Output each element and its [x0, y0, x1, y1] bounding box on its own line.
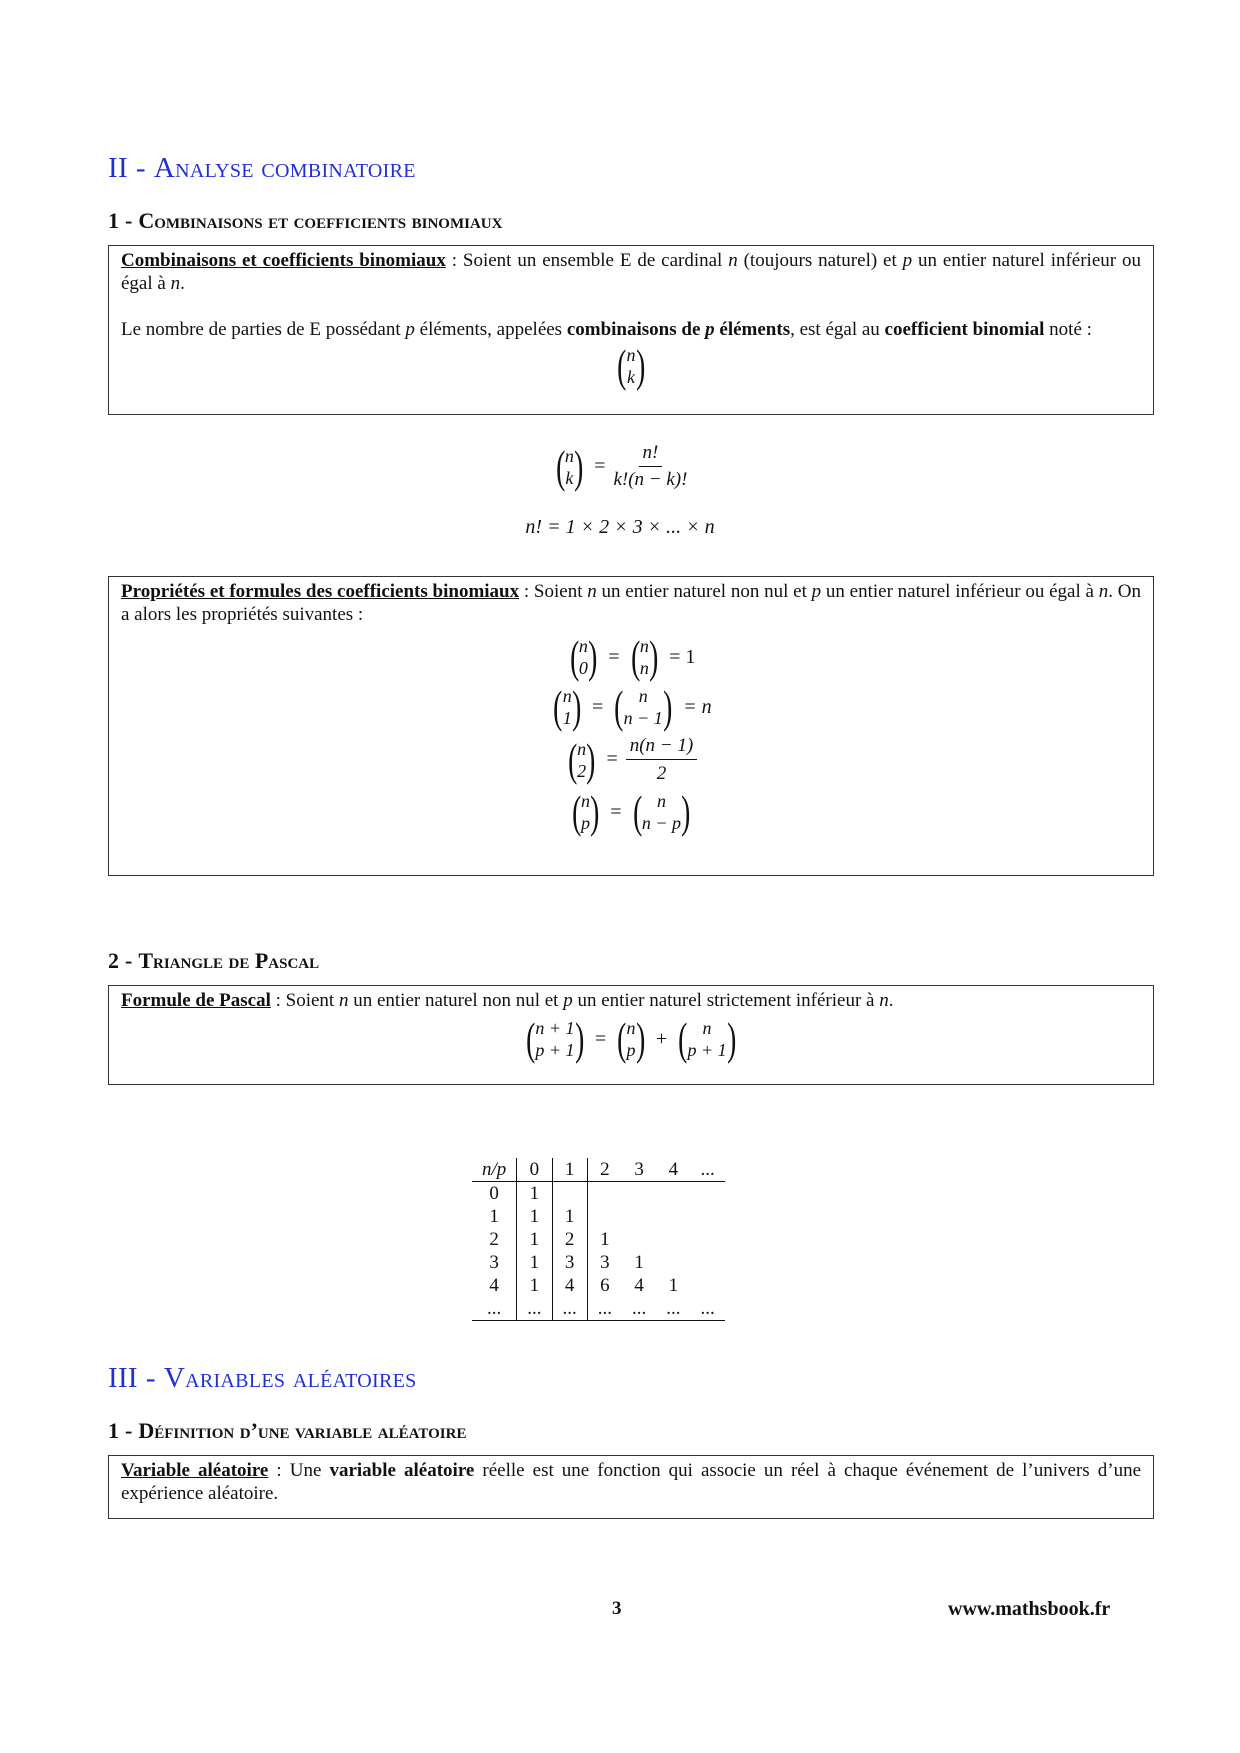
binomial — [630, 786, 694, 837]
text: éléments, appelées — [414, 319, 567, 340]
paren-right: ) — [635, 1013, 645, 1064]
subsection-title: Triangle de Pascal — [138, 948, 320, 973]
property-row-4 — [121, 786, 1141, 837]
table-cell — [587, 1205, 622, 1228]
table-cell: 1 — [600, 1228, 610, 1250]
definition-box-combinaisons — [108, 245, 1154, 415]
math-row — [550, 681, 712, 732]
table-cell: 2 — [552, 1228, 587, 1251]
section-heading-ii — [108, 152, 416, 185]
binomial-stack — [640, 635, 649, 679]
section-separator: - — [145, 1362, 156, 1394]
paren-right: ) — [571, 681, 581, 732]
paren-left: ( — [617, 340, 627, 391]
bold-text: combinaisons de — [566, 319, 706, 340]
binomial — [550, 681, 584, 732]
equals-sign: = — [606, 748, 618, 770]
table-cell: 4 — [634, 1274, 644, 1296]
math-var: n — [728, 250, 738, 271]
header-cell: n/p — [472, 1158, 517, 1182]
table-cell — [691, 1182, 725, 1206]
table-cell — [691, 1205, 725, 1228]
pascal-triangle-table-wrapper — [472, 1158, 725, 1321]
binomial-top: n — [578, 636, 588, 656]
table-cell — [552, 1182, 587, 1206]
table-cell: 1 — [517, 1274, 552, 1297]
table-cell — [587, 1182, 622, 1206]
result: = n — [683, 695, 712, 718]
text: : Soient — [519, 581, 588, 602]
definition-paragraph-2 — [121, 318, 1141, 341]
table-cell: 1 — [552, 1205, 587, 1228]
fraction-numerator: n(n − 1) — [626, 734, 697, 760]
math-var: p — [811, 581, 822, 602]
paren-left: ( — [569, 631, 579, 682]
binomial-stack — [579, 635, 588, 679]
formula-binomial-factorial — [0, 442, 1240, 491]
subsection-heading-combinaisons — [108, 208, 502, 234]
text: un entier naturel inférieur ou égal à — [821, 581, 1099, 602]
section-title: Analyse combinatoire — [153, 152, 416, 184]
paren-right: ) — [648, 631, 659, 682]
binomial — [553, 440, 587, 492]
table-cell: ... — [472, 1297, 517, 1321]
equals-sign: = — [608, 645, 620, 668]
binomial-stack — [581, 790, 590, 834]
table-cell: 3 — [472, 1251, 517, 1274]
table-cell — [656, 1182, 690, 1206]
binomial-stack — [535, 1017, 574, 1061]
subsection-separator: - — [125, 208, 133, 233]
table-cell: ... — [691, 1297, 725, 1321]
subsection-separator: - — [125, 948, 133, 973]
math-row — [565, 734, 697, 785]
properties-paragraph — [121, 580, 1141, 626]
definition-box-variable — [108, 1455, 1154, 1519]
table-cell — [656, 1228, 690, 1251]
binomial — [567, 631, 601, 682]
text: : Soient — [270, 990, 339, 1011]
bold-text: coefficient binomial — [884, 319, 1045, 340]
text: un entier naturel non nul et — [348, 990, 564, 1011]
pascal-triangle-table — [472, 1158, 725, 1321]
property-row-3 — [121, 734, 1141, 785]
fraction-denominator: 2 — [656, 763, 667, 784]
binomial-stack — [687, 1017, 726, 1061]
table-row — [472, 1228, 725, 1251]
table-row — [472, 1205, 725, 1228]
pascal-formula-box — [108, 985, 1154, 1085]
table-cell: 1 — [517, 1228, 552, 1251]
binomial-top: n — [580, 791, 590, 811]
binomial-stack — [627, 344, 636, 388]
binomial-top: n — [626, 1018, 636, 1038]
math-var: n — [170, 273, 181, 294]
paren-right: ) — [574, 1013, 584, 1064]
binomial-top: n — [639, 636, 649, 656]
binomial — [614, 1013, 648, 1064]
paren-right: ) — [573, 440, 584, 492]
equals-sign: = — [594, 455, 606, 477]
header-cell: 0 — [517, 1158, 552, 1182]
subsection-number: 1 — [108, 208, 119, 233]
binomial-notation — [121, 340, 1141, 391]
binomial-stack — [624, 685, 663, 729]
table-cell: ... — [622, 1297, 656, 1321]
fraction — [626, 734, 697, 785]
math-var: n — [587, 581, 597, 602]
binomial-top: n — [626, 345, 636, 365]
section-separator: - — [135, 152, 146, 184]
table-cell — [622, 1205, 656, 1228]
table-cell: 1 — [668, 1274, 679, 1296]
section-heading-iii — [108, 1362, 417, 1395]
table-cell: 4 — [552, 1274, 587, 1297]
table-header-row — [472, 1158, 725, 1182]
binomial-bottom: n − p — [641, 813, 682, 833]
table-cell — [691, 1274, 725, 1297]
binomial-bottom: n — [639, 658, 649, 678]
header-cell: 3 — [622, 1158, 656, 1182]
table-cell: 4 — [472, 1274, 517, 1297]
text: (toujours naturel) et — [737, 250, 903, 271]
table-row — [472, 1274, 725, 1297]
binomial-stack — [577, 738, 586, 782]
binomial-bottom: p — [580, 813, 590, 833]
binomial-stack — [565, 445, 574, 489]
bold-text: variable aléatoire — [329, 1460, 475, 1481]
paren-left: ( — [632, 786, 642, 837]
subsection-number: 2 — [108, 948, 119, 973]
math-row — [567, 631, 696, 682]
header-cell: ... — [691, 1158, 725, 1182]
subsection-heading-pascal — [108, 948, 319, 974]
pascal-paragraph — [121, 989, 1141, 1012]
table-cell: 3 — [552, 1251, 587, 1274]
paren-right: ) — [635, 340, 645, 391]
definition-label: Variable aléatoire — [121, 1460, 269, 1481]
paren-right: ) — [681, 786, 691, 837]
table-body — [472, 1182, 725, 1321]
table-row — [472, 1182, 725, 1206]
text: : Une — [268, 1460, 330, 1481]
pascal-label: Formule de Pascal — [121, 990, 271, 1011]
table-cell: ... — [552, 1297, 587, 1321]
table-cell: 2 — [472, 1228, 517, 1251]
table-cell: 1 — [517, 1251, 552, 1274]
pascal-formula — [121, 1013, 1141, 1064]
text: , est égal au — [790, 319, 885, 340]
subsection-heading-variable — [108, 1418, 466, 1444]
binomial-top: n — [562, 686, 572, 706]
plus-sign: + — [655, 1027, 668, 1050]
equals-sign: = — [592, 695, 604, 718]
properties-label: Propriétés et formules des coefficients binomiaux — [121, 581, 520, 602]
text: . — [180, 273, 185, 294]
text: un entier naturel inférieur ou égal à — [121, 250, 1141, 294]
binomial-top: n — [656, 791, 666, 811]
table-cell: 0 — [472, 1182, 517, 1206]
binomial-top: n — [564, 445, 574, 466]
text: un entier naturel non nul et — [596, 581, 812, 602]
paren-right: ) — [587, 631, 598, 682]
text: . On a alors les propriétés suivantes : — [121, 581, 1141, 625]
section-number: II — [108, 152, 128, 184]
paren-right: ) — [590, 786, 600, 837]
paren-left: ( — [571, 786, 581, 837]
math-var: p — [563, 990, 573, 1011]
paren-left: ( — [567, 733, 578, 785]
equals-sign: = — [594, 1027, 607, 1050]
bold-text: éléments — [714, 319, 791, 340]
text: un entier naturel strictement inférieur à — [572, 990, 880, 1011]
paren-right: ) — [662, 681, 673, 732]
binomial-bottom: 1 — [562, 708, 572, 728]
math-var: n — [338, 990, 349, 1011]
binomial-bottom: p + 1 — [535, 1040, 575, 1060]
paren-left: ( — [555, 440, 565, 492]
table-cell: 3 — [600, 1251, 610, 1273]
header-cell: 1 — [552, 1158, 587, 1182]
section-number: III — [108, 1362, 138, 1394]
binomial — [569, 786, 603, 837]
binomial-top: n — [638, 686, 648, 706]
binomial — [614, 340, 648, 391]
binomial-bottom: k — [627, 367, 635, 387]
table-cell — [656, 1205, 690, 1228]
property-row-1 — [121, 631, 1141, 682]
fraction-numerator: n! — [639, 442, 663, 467]
header-cell: 2 — [587, 1158, 622, 1182]
text: . — [888, 990, 894, 1011]
text: réelle est une fonction qui associe un réel à chaque événement de l’univers d’une expérience aléatoire. — [121, 1460, 1141, 1504]
formula-factorial-definition: n! = 1 × 2 × 3 × ... × n — [525, 516, 715, 538]
subsection-title: Combinaisons et coefficients binomiaux — [138, 208, 503, 233]
subsection-title: Définition d’une variable aléatoire — [138, 1418, 467, 1443]
binomial-top: n — [577, 738, 587, 759]
fraction-denominator: k!(n − k)! — [613, 469, 688, 490]
math-var: n — [879, 990, 889, 1011]
table-cell: 1 — [517, 1205, 552, 1228]
binomial-bottom: p + 1 — [687, 1040, 727, 1060]
paren-left: ( — [617, 1013, 627, 1064]
binomial-bottom: k — [565, 467, 574, 488]
paren-left: ( — [630, 631, 640, 682]
binomial-bottom: 0 — [578, 658, 588, 678]
paren-right: ) — [726, 1013, 736, 1064]
footer-url: www.mathsbook.fr — [948, 1598, 1111, 1620]
properties-box-binomial — [108, 576, 1154, 876]
text: Le nombre de parties de E possédant — [121, 319, 406, 340]
binomial-stack — [563, 685, 572, 729]
binomial — [628, 631, 662, 682]
math-row — [553, 442, 688, 491]
table-cell: 6 — [600, 1274, 610, 1296]
result: = 1 — [669, 645, 696, 668]
binomial-top: n — [702, 1018, 712, 1038]
binomial — [611, 681, 675, 732]
page-number: 3 — [612, 1598, 622, 1619]
binomial-stack — [642, 790, 681, 834]
table-row — [472, 1297, 725, 1321]
definition-paragraph — [121, 249, 1141, 295]
binomial-bottom: n − 1 — [623, 708, 663, 728]
table-row — [472, 1251, 725, 1274]
binomial — [675, 1013, 739, 1064]
text: : Soient un ensemble E de cardinal — [445, 250, 729, 271]
table-cell: 1 — [472, 1205, 517, 1228]
math-var: p — [405, 319, 415, 340]
definition-label: Combinaisons et coefficients binomiaux — [121, 250, 446, 271]
table-cell — [622, 1228, 656, 1251]
binomial — [565, 733, 599, 785]
equals-sign: = — [610, 800, 622, 823]
table-cell: 1 — [517, 1182, 552, 1206]
paren-left: ( — [678, 1013, 688, 1064]
math-var: p — [705, 319, 715, 340]
math-var: n — [1098, 581, 1109, 602]
property-row-2 — [121, 681, 1141, 732]
math-var: p — [902, 250, 913, 271]
paren-right: ) — [586, 733, 596, 785]
subsection-number: 1 — [108, 1418, 119, 1443]
section-title: Variables aléatoires — [163, 1362, 417, 1394]
fraction — [613, 442, 687, 491]
table-cell — [691, 1251, 725, 1274]
binomial-bottom: p — [626, 1040, 636, 1060]
text: noté : — [1044, 319, 1092, 340]
math-row — [523, 1013, 739, 1064]
table-cell — [622, 1182, 656, 1206]
table-cell — [691, 1228, 725, 1251]
table-cell: ... — [587, 1297, 622, 1321]
binomial-top: n + 1 — [535, 1018, 575, 1038]
binomial-stack — [627, 1017, 636, 1061]
subsection-separator: - — [125, 1418, 133, 1443]
paren-left: ( — [553, 681, 563, 732]
binomial — [523, 1013, 587, 1064]
paren-left: ( — [614, 681, 624, 732]
math-row — [569, 786, 694, 837]
table-cell — [656, 1251, 690, 1274]
header-cell: 4 — [656, 1158, 690, 1182]
binomial-bottom: 2 — [577, 760, 587, 781]
table-cell: ... — [517, 1297, 552, 1321]
paren-left: ( — [526, 1013, 536, 1064]
table-cell: 1 — [634, 1251, 644, 1273]
table-cell: ... — [656, 1297, 690, 1321]
